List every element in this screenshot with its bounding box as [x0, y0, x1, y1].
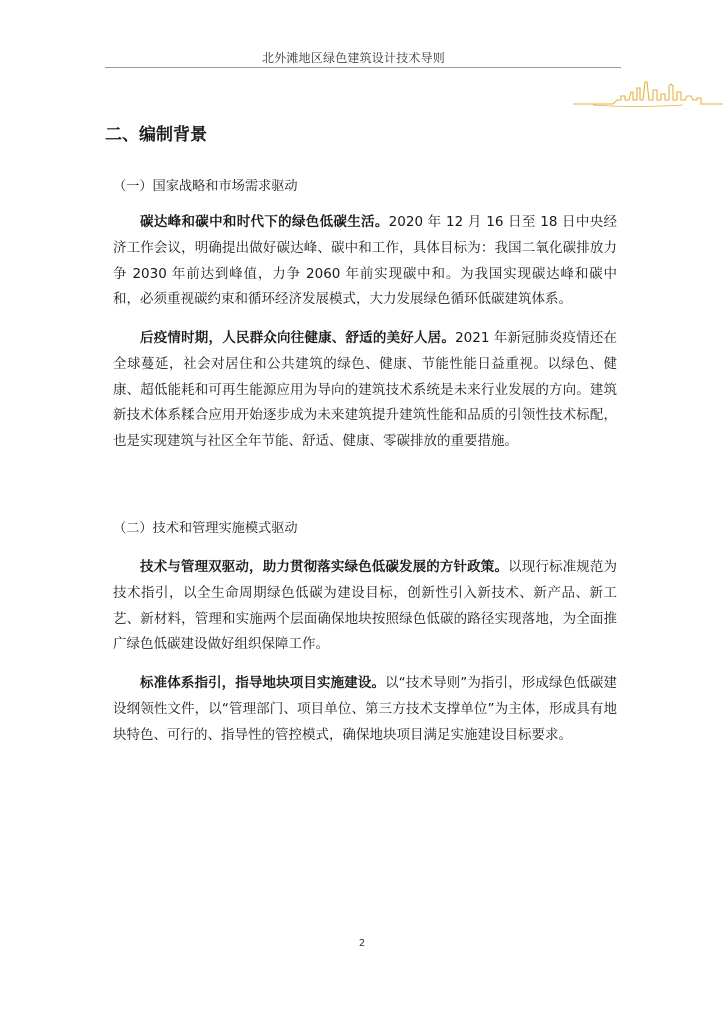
subsection-title-2: （二）技术和管理实施模式驱动 [113, 521, 298, 536]
paragraph-standard-system [113, 671, 617, 748]
page-header [105, 40, 621, 70]
paragraph-body: 以“技术导则”为指引，形成绿色低碳建设纲领性文件，以“管理部门、项目单位、第三方技术支撑单位”为主体，形成具有地块特色、可行的、指导性的管控模式，确保地块项目满足实施建设目标要求。 [113, 675, 617, 743]
paragraph-lead: 标准体系指引，指导地块项目实施建设。 [140, 675, 386, 691]
page-number: 2 [358, 938, 366, 949]
header-rule [105, 67, 621, 68]
city-skyline-icon [573, 78, 723, 108]
paragraph-body: 2020 年 12 月 16 日至 18 日中央经济工作会议，明确提出做好碳达峰、碳中和工作，具体目标为：我国二氧化碳排放力争 2030 年前达到峰值，力争 2060 年前实现碳中和。为我国实现碳达峰和碳中和，必须重视碳约束和循环经济发展模式，大力发展绿色循环低碳建筑体系。 [113, 214, 618, 308]
paragraph-lead: 碳达峰和碳中和时代下的绿色低碳生活。 [140, 214, 389, 230]
paragraph-lead: 技术与管理双驱动，助力贯彻落实绿色低碳发展的方针政策。 [140, 559, 509, 575]
paragraph-carbon-peak [113, 210, 617, 313]
paragraph-body: 2021 年新冠肺炎疫情还在全球蔓延，社会对居住和公共建筑的绿色、健康、节能性能日益重视。以绿色、健康、超低能耗和可再生能源应用为导向的建筑技术系统是未来行业发展的方向。建筑新技术体系糅合应用开始逐步成为未来建筑提升建筑性能和品质的引领性技术标配，也是实现建筑与社区全年节能、舒适、健康、零碳排放的重要措施。 [113, 330, 617, 450]
paragraph-body: 以现行标准规范为技术指引，以全生命周期绿色低碳为建设目标，创新性引入新技术、新产品、新工艺、新材料，管理和实施两个层面确保地块按照绿色低碳的路径实现落地，为全面推广绿色低碳建设做好组织保障工作。 [113, 559, 618, 653]
header-title: 北外滩地区绿色建筑设计技术导则 [262, 51, 446, 65]
paragraph-lead: 后疫情时期，人民群众向往健康、舒适的美好人居。 [140, 330, 456, 346]
paragraph-dual-drive [113, 555, 617, 658]
subsection-title-1: （一）国家战略和市场需求驱动 [113, 179, 298, 194]
paragraph-post-pandemic [113, 326, 617, 455]
section-heading: 二、编制背景 [105, 125, 207, 145]
